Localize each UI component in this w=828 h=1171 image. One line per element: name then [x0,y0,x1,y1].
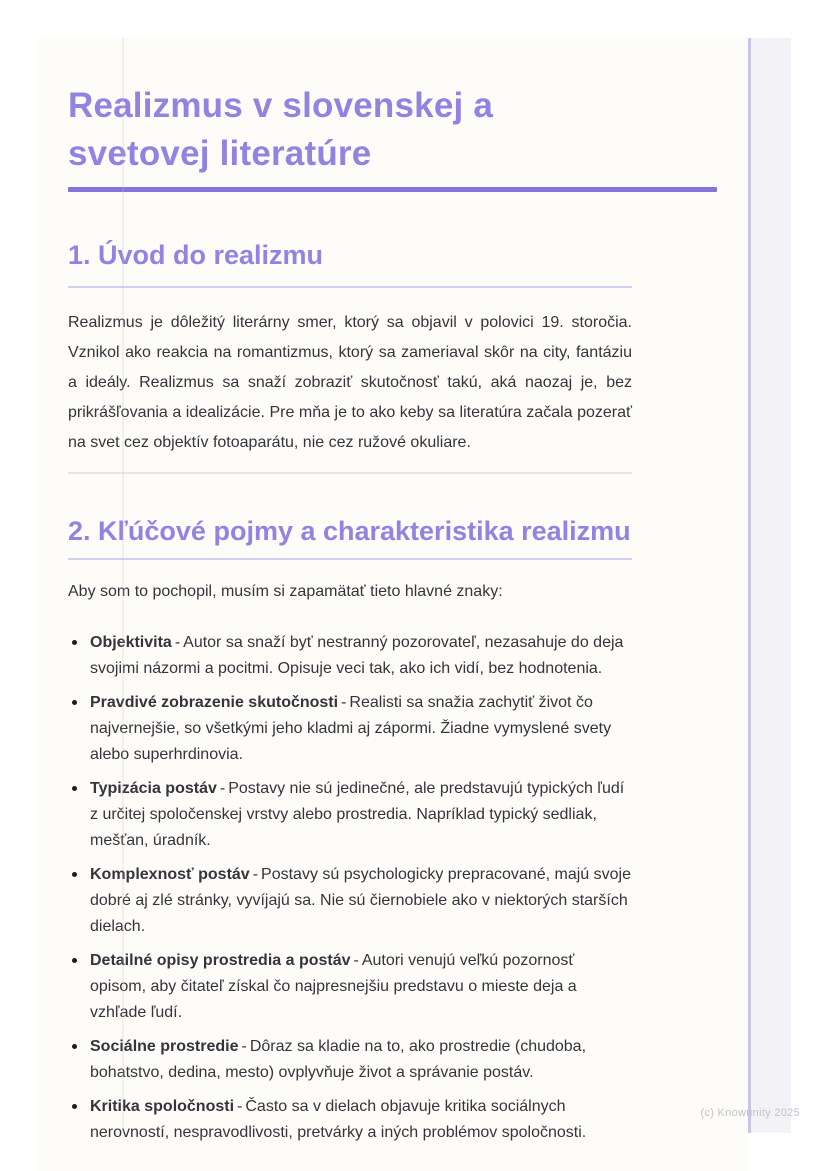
trait-text: Realisti sa snažia zachytiť život čo najvernejšie, so všetkými jeho kladmi aj zápormi. Žiadne vymyslené svety alebo superhrdinovia. [90,694,612,763]
list-item [68,862,632,940]
list-item [68,948,632,1026]
section-1-paragraph: Realizmus je dôležitý literárny smer, ktorý sa objavil v polovici 19. storočia. Vznikol ako reakcia na romantizmus, ktorý sa zameriaval skôr na city, fantáziu a ideály. Realizmus sa snaží zobraziť skutočnosť takú, aká naozaj je, bez prikrášľovania a idealizácie. Pre mňa je to ako keby sa literatúra začala pozerať na svet cez objektív fotoaparátu, nie cez ružové okuliare. [68,314,632,451]
section-1-heading: 1. Úvod do realizmu [68,236,632,288]
term-separator: - [219,780,226,797]
trait-term: Komplexnosť postáv [90,866,250,883]
trait-term: Objektivita [90,634,172,651]
paper-fold-line [122,38,124,1133]
list-item [68,1034,632,1086]
traits-list [68,630,632,1146]
list-item [68,1094,632,1146]
list-item [68,690,632,768]
section-divider [68,472,632,474]
term-separator: - [252,866,259,883]
trait-term: Detailné opisy prostredia a postáv [90,952,351,969]
trait-term: Typizácia postáv [90,780,217,797]
term-separator: - [237,1098,243,1115]
trait-text: Autor sa snaží byť nestranný pozorovateľ, nezasahuje do deja svojimi názormi a pocitmi. Opisuje veci tak, ako ich vidí, bez hodnotenia. [90,634,624,677]
term-separator: - [174,634,181,651]
watermark: (c) Knowunity 2025 [700,1107,800,1119]
section-2-heading: 2. Kľúčové pojmy a charakteristika realizmu [68,512,632,560]
trait-text: Postavy nie sú jedinečné, ale predstavujú typických ľudí z určitej spoločenskej vrstvy alebo prostredia. Napríklad typický sedliak, mešťan, úradník. [90,780,625,849]
bullet-dot-icon [72,1044,77,1049]
trait-term: Sociálne prostredie [90,1038,239,1055]
trait-term: Kritika spoločnosti [90,1098,235,1115]
term-separator: - [241,1038,247,1055]
term-separator: - [353,952,359,969]
page-content [38,38,748,1146]
trait-term: Pravdivé zobrazenie skutočnosti [90,694,339,711]
document-page [38,38,748,1171]
trait-text: Postavy sú psychologicky prepracované, majú svoje dobré aj zlé stránky, vyvíjajú sa. Nie sú čiernobiele ako v niektorých starších dielach. [90,866,631,935]
bullet-dot-icon [72,958,77,963]
term-separator: - [341,694,347,711]
bullet-dot-icon [72,700,77,705]
bullet-dot-icon [72,872,77,877]
trait-text: Dôraz sa kladie na to, ako prostredie (chudoba, bohatstvo, dedina, mesto) ovplyvňuje život a správanie postáv. [90,1038,587,1081]
bullet-dot-icon [72,640,77,645]
list-item [68,630,632,682]
section-2-intro: Aby som to pochopil, musím si zapamätať tieto hlavné znaky: [68,583,503,600]
bullet-dot-icon [72,786,77,791]
trait-text: Autori venujú veľkú pozornosť opisom, aby čitateľ získal čo najpresnejšiu predstavu o mieste deja a vzhľade ľudí. [90,952,577,1021]
document-title: Realizmus v slovenskej a svetovej literatúre [68,86,494,173]
trait-text: Často sa v dielach objavuje kritika sociálnych nerovností, nespravodlivosti, pretvárky a iných problémov spoločnosti. [90,1098,587,1141]
bullet-dot-icon [72,1104,77,1109]
page-edge-strip [751,38,791,1133]
list-item [68,776,632,854]
title-rule [68,187,717,192]
